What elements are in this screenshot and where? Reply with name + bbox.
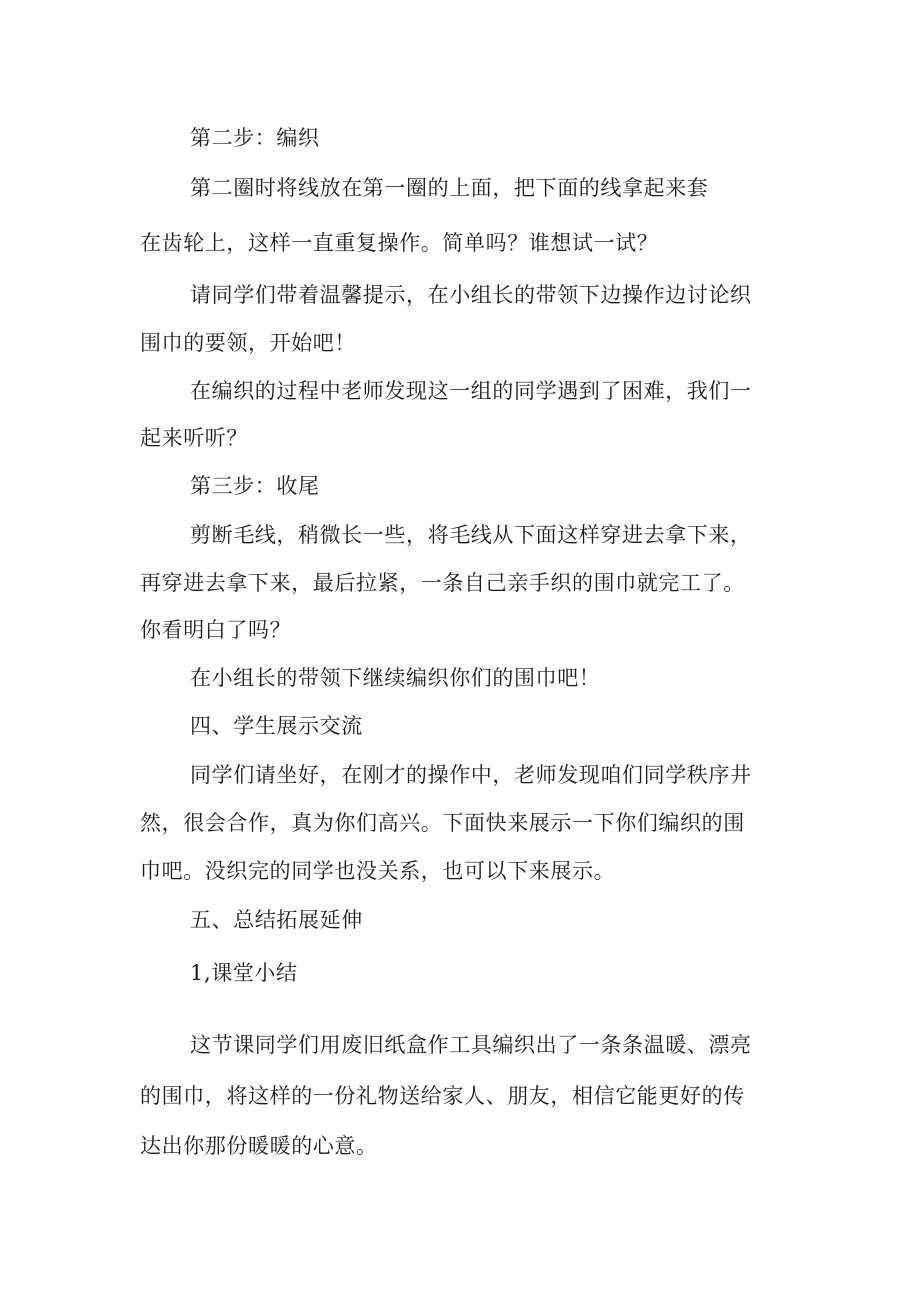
paragraph-line: 同学们请坐好，在刚才的操作中，老师发现咱们同学秩序井: [190, 763, 752, 787]
paragraph-line: 这节课同学们用废旧纸盒作工具编织出了一条条温暖、漂亮: [190, 1033, 752, 1057]
paragraph-line: 然，很会合作，真为你们高兴。下面快来展示一下你们编织的围: [140, 811, 745, 835]
paragraph-line: 剪断毛线，稍微长一些，将毛线从下面这样穿进去拿下来，: [190, 523, 752, 547]
paragraph-line: 围巾的要领，开始吧！: [140, 331, 356, 355]
paragraph-line: 起来听听？: [140, 426, 248, 450]
paragraph-line: 达出你那份暖暖的心意。: [140, 1134, 378, 1158]
section-four-heading: 四、学生展示交流: [190, 714, 363, 738]
paragraph-line: 在齿轮上，这样一直重复操作。简单吗？谁想试一试？: [140, 231, 659, 255]
paragraph-line: 第二圈时将线放在第一圈的上面，把下面的线拿起来套: [190, 176, 709, 200]
paragraph-line: 再穿进去拿下来，最后拉紧，一条自己亲手织的围巾就完工了。: [140, 571, 745, 595]
subsection-heading: 1,课堂小结: [190, 961, 298, 985]
paragraph-line: 请同学们带着温馨提示，在小组长的带领下边操作边讨论织: [190, 283, 752, 307]
paragraph-line: 巾吧。没织完的同学也没关系，也可以下来展示。: [140, 859, 616, 883]
section-five-heading: 五、总结拓展延伸: [190, 908, 363, 932]
paragraph-line: 在小组长的带领下继续编织你们的围巾吧！: [190, 666, 601, 690]
paragraph-line: 的围巾，将这样的一份礼物送给家人、朋友，相信它能更好的传: [140, 1084, 745, 1108]
paragraph-line: 在编织的过程中老师发现这一组的同学遇到了困难，我们一: [190, 379, 752, 403]
paragraph-line: 你看明白了吗？: [140, 618, 292, 642]
step-two-heading: 第二步：编织: [190, 126, 320, 150]
step-three-heading: 第三步：收尾: [190, 474, 320, 498]
